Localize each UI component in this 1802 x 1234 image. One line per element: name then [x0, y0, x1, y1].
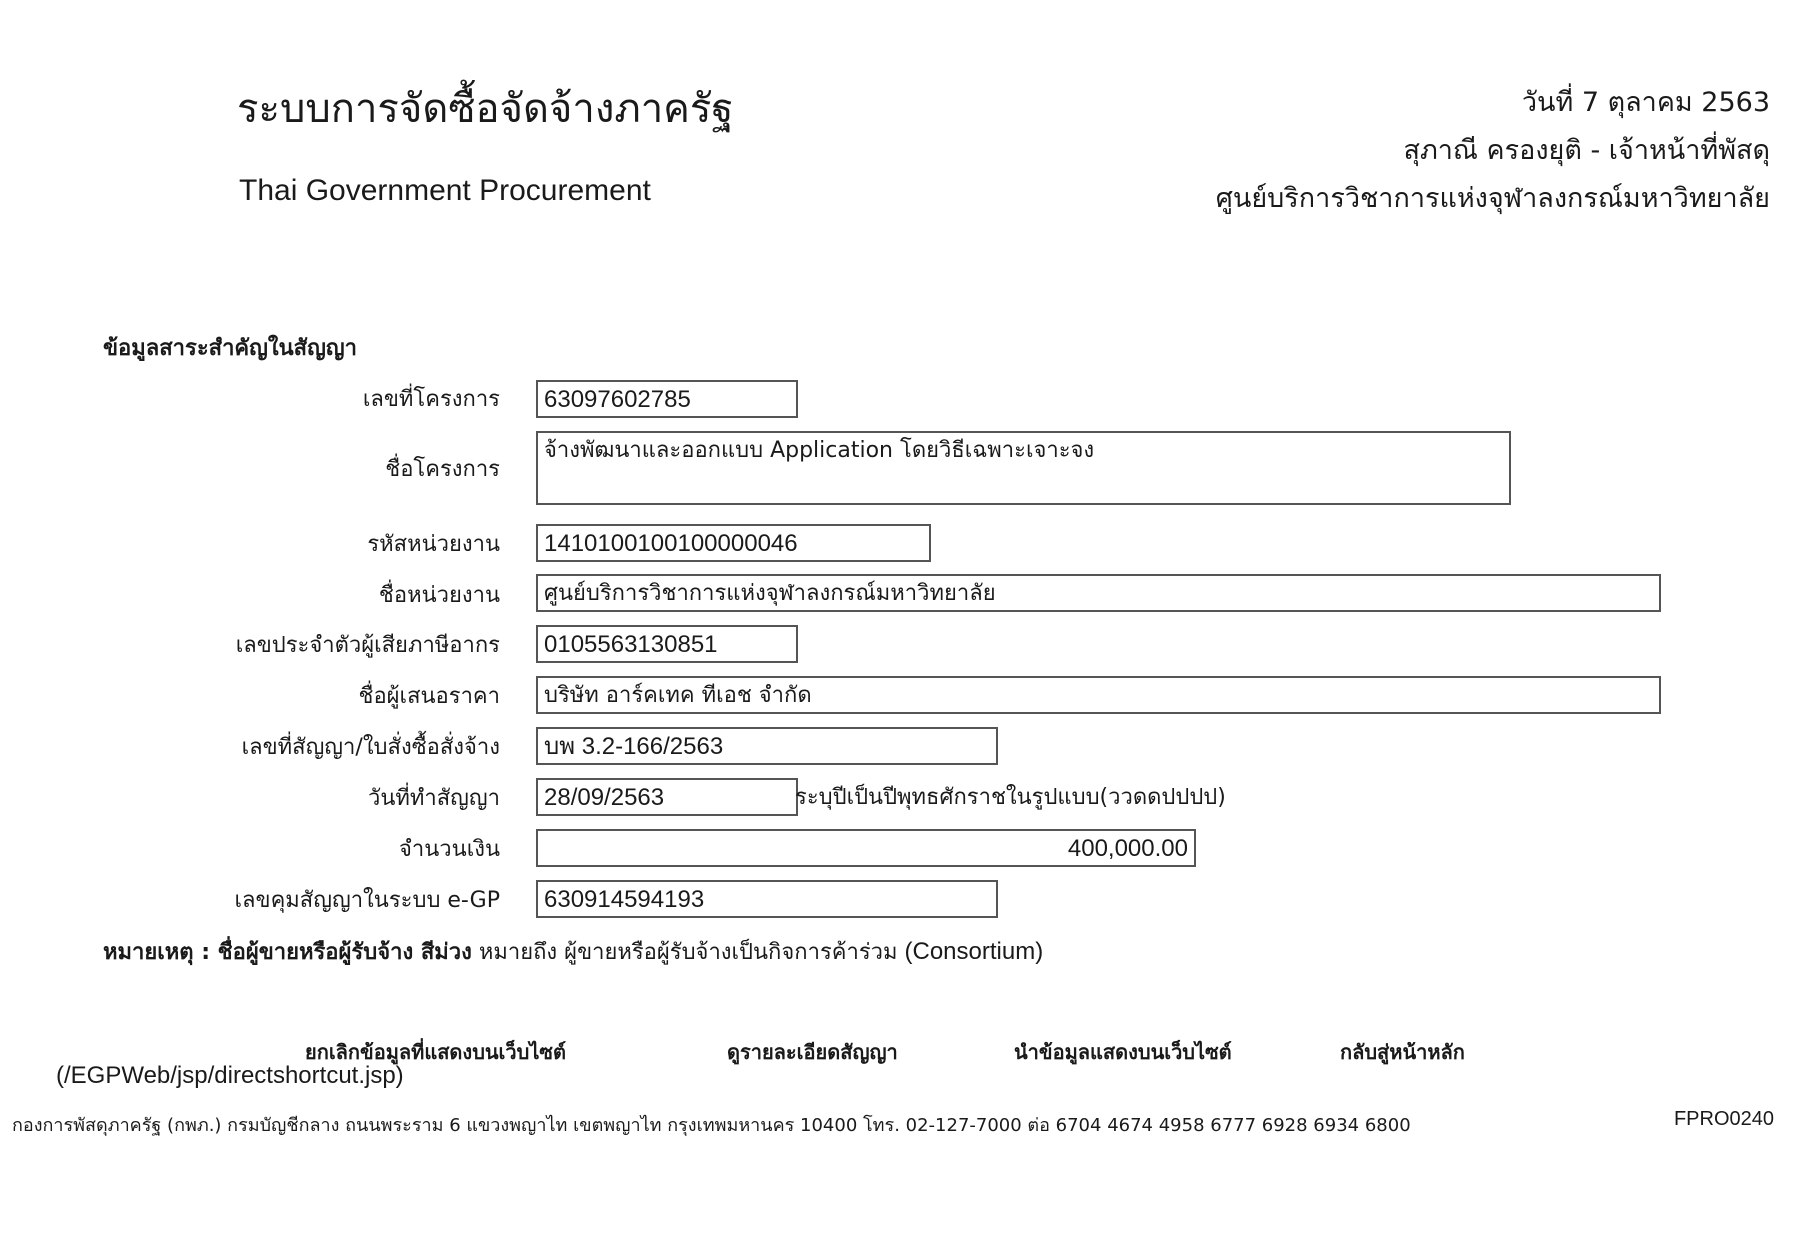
footer-address: กองการพัสดุภาครัฐ (กพภ.) กรมบัญชีกลาง ถนนพระราม 6 แขวงพญาไท เขตพญาไท กรุงเทพมหานคร 10400 โทร. 02-127-7000 ต่อ 6704 4674 4958 6777 6928 6934 6800 — [12, 1115, 1411, 1136]
egp-contract-no-field[interactable]: 630914594193 — [536, 880, 998, 918]
agency-name-field[interactable]: ศูนย์บริการวิชาการแห่งจุฬาลงกรณ์มหาวิทยาลัย — [536, 574, 1661, 612]
label-egp-contract-no: เลขคุมสัญญาในระบบ e-GP — [234, 888, 500, 913]
amount-field[interactable]: 400,000.00 — [536, 829, 1196, 867]
view-contract-details-link[interactable]: ดูรายละเอียดสัญญา — [727, 1040, 898, 1064]
label-amount: จำนวนเงิน — [399, 837, 500, 862]
system-title-thai: ระบบการจัดซื้อจัดจ้างภาครัฐ — [237, 86, 734, 132]
consortium-note — [103, 934, 1043, 969]
label-agency-code: รหัสหน่วยงาน — [367, 532, 500, 557]
system-title-english: Thai Government Procurement — [239, 174, 651, 207]
label-contract-date: วันที่ทำสัญญา — [367, 786, 500, 811]
label-agency-name: ชื่อหน่วยงาน — [378, 583, 500, 608]
section-title: ข้อมูลสาระสำคัญในสัญญา — [103, 336, 357, 361]
publish-data-link[interactable]: นำข้อมูลแสดงบนเว็บไซต์ — [1014, 1040, 1232, 1064]
footer-form-code: FPRO0240 — [1673, 1108, 1774, 1130]
tax-id-field[interactable]: 0105563130851 — [536, 625, 798, 663]
header-officer: สุภาณี ครองยุติ - เจ้าหน้าที่พัสดุ — [1403, 135, 1770, 166]
contract-no-field[interactable]: บพ 3.2-166/2563 — [536, 727, 998, 765]
bidder-name-field[interactable]: บริษัท อาร์คเทค ทีเอช จำกัด — [536, 676, 1661, 714]
contract-date-hint: ระบุปีเป็นปีพุทธศักราชในรูปแบบ(ววดดปปปป) — [795, 785, 1226, 810]
url-path: (/EGPWeb/jsp/directshortcut.jsp) — [56, 1062, 404, 1089]
label-project-no: เลขที่โครงการ — [362, 387, 500, 412]
back-to-home-link[interactable]: กลับสู่หน้าหลัก — [1340, 1040, 1465, 1064]
note-suffix: (Consortium) — [904, 938, 1044, 965]
note-prefix: หมายเหตุ : ชื่อผู้ขายหรือผู้รับจ้าง — [103, 940, 421, 965]
cancel-publish-link[interactable]: ยกเลิกข้อมูลที่แสดงบนเว็บไซต์ — [305, 1040, 566, 1064]
label-bidder-name: ชื่อผู้เสนอราคา — [358, 684, 500, 709]
label-contract-no: เลขที่สัญญา/ใบสั่งซื้อสั่งจ้าง — [241, 735, 500, 760]
note-highlight: สีม่วง — [420, 940, 472, 965]
contract-date-field[interactable]: 28/09/2563 — [536, 778, 798, 816]
label-project-name: ชื่อโครงการ — [385, 457, 500, 482]
note-middle: หมายถึง ผู้ขายหรือผู้รับจ้างเป็นกิจการค้าร่วม — [471, 940, 905, 965]
agency-code-field[interactable]: 1410100100100000046 — [536, 524, 931, 562]
header-info — [1216, 78, 1770, 222]
header-date: วันที่ 7 ตุลาคม 2563 — [1521, 87, 1770, 118]
header-organization: ศูนย์บริการวิชาการแห่งจุฬาลงกรณ์มหาวิทยาลัย — [1215, 183, 1770, 214]
project-no-field[interactable]: 63097602785 — [536, 380, 798, 418]
project-name-field[interactable]: จ้างพัฒนาและออกแบบ Application โดยวิธีเฉพาะเจาะจง — [536, 431, 1511, 505]
label-tax-id: เลขประจำตัวผู้เสียภาษีอากร — [235, 633, 500, 658]
